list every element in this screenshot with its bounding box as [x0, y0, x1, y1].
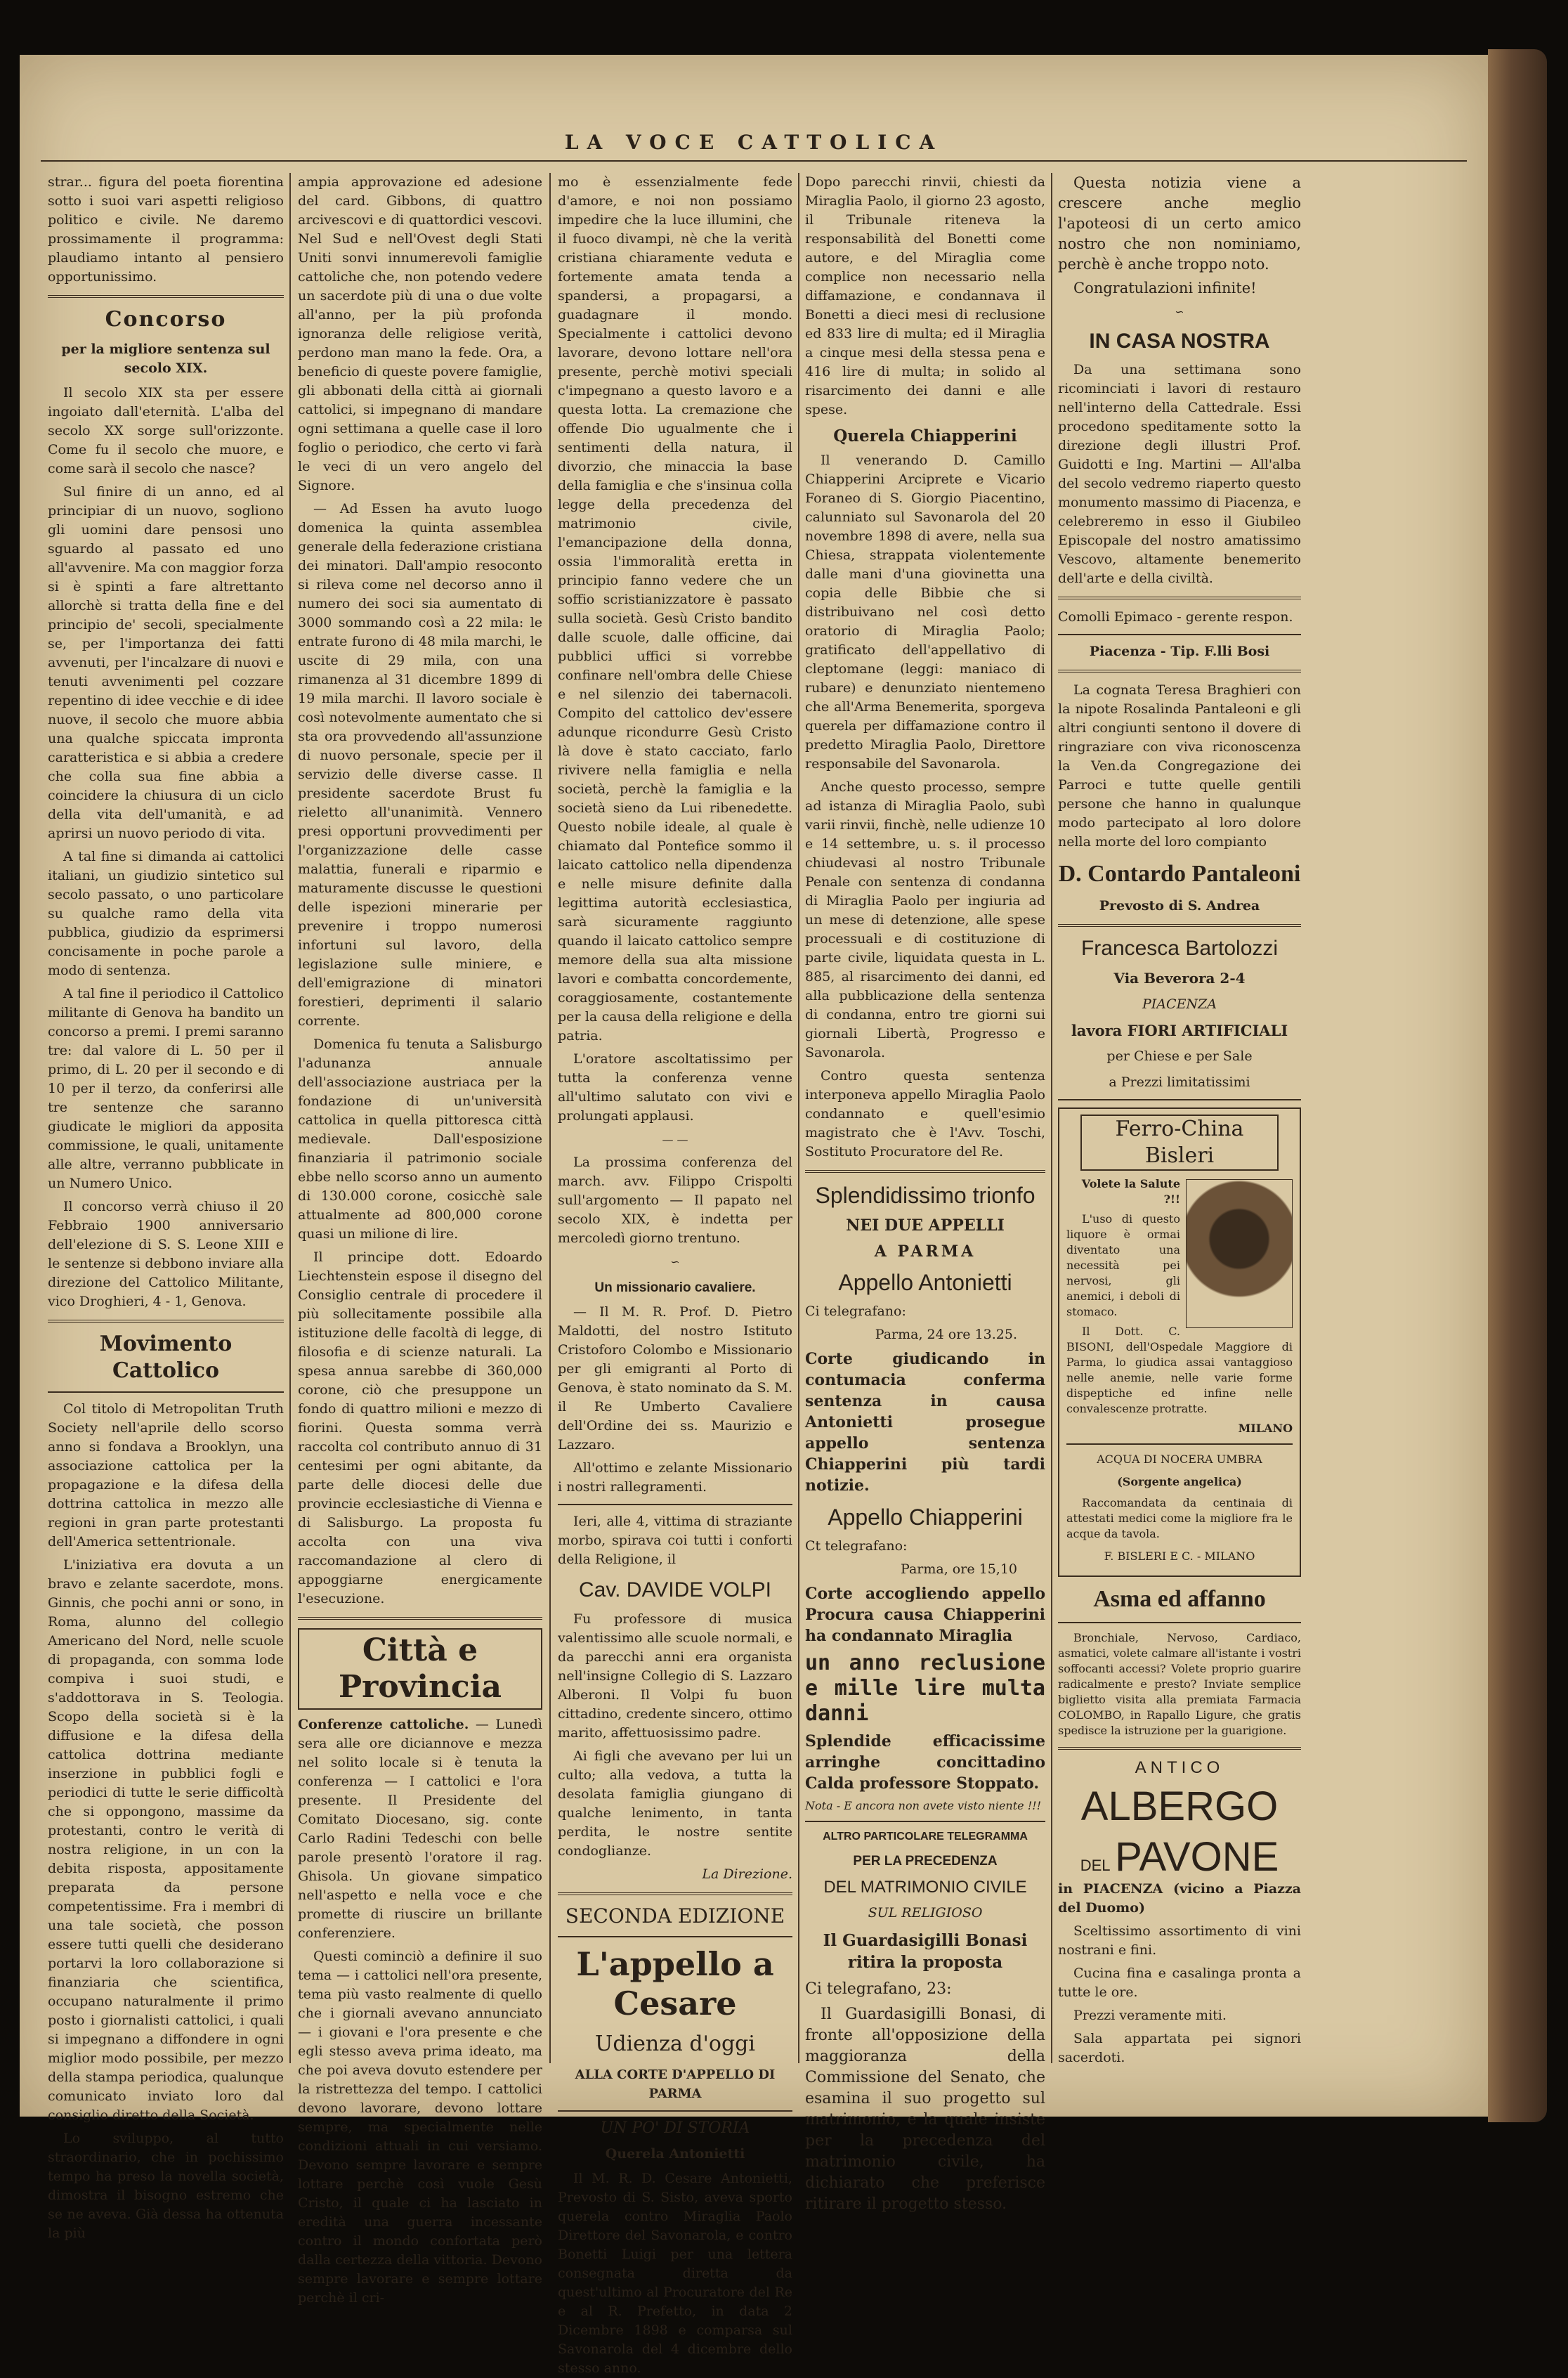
intro-paragraph: strar... figura del poeta fiorentina sotto i suoi vari aspetti religioso politico e civile. Ne daremo prossimamente il programma: plaudiamo intanto al pensiero opportunissimo.	[48, 174, 284, 285]
ornament: — —	[662, 1133, 688, 1146]
book-spine	[1488, 49, 1547, 2122]
religioso-heading: SUL RELIGIOSO	[868, 1905, 983, 1921]
albergo-pavone: PAVONE	[1115, 1834, 1279, 1880]
bartolozzi-ad	[1058, 935, 1301, 1092]
article-paragraph: mo è essenzialmente fede d'amore, e noi non possiamo impedire che la luce illumini, che il fuoco divampi, nè che la verità cristiana chiaramente veduta e fortemente amata tenda a spandersi, a propagarsi, a guadagnare il mondo. Specialmente i cattolici devono lavorare, devono lottare nell'ora presente, perchè motivi speciali c'impegnano a questo lavoro e a questa lotta. La cremazione che offende Dio ugualmente che i sentimenti della natura, il divorzio, che minaccia la base della famiglia e che s'insinua colla legge della precedenza del matrimonio civile, l'emancipazione della donna, ossia l'immoralità eretta in principio fanno vedere che un soffio scristianizzatore è passato sulla società. Gesù Cristo bandito dalle scuole, dalle officine, dai pubblici uffici si vorrebbe confinare nell'ombra delle Chiese e nel silenzio dei tabernacoli. Compito del cattolico dev'essere adunque ricondurre Gesù Cristo là dove è stato cacciato, farlo rivivere nella famiglia e nella società, perchè la famiglia e la società sieno da Lui ribenedette. Questo nobile ideale, al quale è chiamato dal Pontefice sommo il laicato cattolico nella dipendenza e nelle misure definite dalla legittima autorità ecclesiastica, sarà sicuramente raggiunto quando il laicato cattolico sempre memore della sua alta missione lavori e combatta concordemente, coraggiosamente, costantemente per la causa della religione e della patria.	[558, 174, 792, 1044]
section-rule	[48, 1391, 284, 1393]
masthead: LA VOCE CATTOLICA	[564, 131, 943, 154]
udienza-subtitle: Udienza d'oggi	[595, 2032, 755, 2056]
signature: La Direzione.	[702, 1866, 792, 1882]
telegram-text: Corte accogliendo appello Procura causa Chiapperini ha condannato Miraglia	[805, 1585, 1045, 1645]
concorso-paragraph: A tal fine si dimanda ai cattolici italiani, un giudizio sintetico sul secolo passato, o uno particolare su qualche ramo della vita pubblica, giudizio da esprimersi concisamente in poche parole a modo di sentenza.	[48, 849, 284, 978]
albergo-text: Cucina fina e casalinga pronta a tutte le ore.	[1058, 1966, 1301, 2000]
article-paragraph: — Ad Essen ha avuto luogo domenica la quinta assemblea generale della federazione cristiana dei minatori. Dall'ampio resoconto si rileva come nel decorso anno il numero dei soci sia aumentato di 3000 sommando così a 22 mila: le entrate furono di 48 mila marchi, le uscite di 29 mila, con una rimanenza al 31 dicembre 1899 di 19 mila marchi. Il lavoro sociale è così notevolmente aumentato che si sta ora provvedendo all'assunzione di nuovo personale, specie per il servizio delle diverse casse. Il presidente sacerdote Brust fu rieletto all'unanimità. Vennero presi opportuni provvedimenti per l'organizzazione delle casse malattia, funerali e riparmio e maturamente discusse le questioni delle ispezioni minerarie per prevenire i troppo numerosi infortuni sul lavoro, della legislazione sulle miniere, e dell'emigrazione di minatori forestieri, deprimenti il salario corrente.	[298, 501, 542, 1029]
section-rule	[558, 1936, 792, 1937]
precedenza-heading: PER LA PRECEDENZA	[853, 1854, 998, 1869]
article-paragraph: Da una settimana sono ricominciati i lavori di restauro nell'interno della Cattedrale. Essi procedono speditamente sotto la direzione degli illustri Prof. Guidotti e Ing. Martini — All'alba del secolo vedremo riaperto questo monumento massimo di Piacenza, e celebreremo in esso il Giubileo Episcopale del nostro amatissimo Vescovo, altamente benemerito dell'arte e della civiltà.	[1058, 362, 1301, 586]
section-rule	[1058, 924, 1301, 927]
section-rule	[1058, 1099, 1301, 1100]
appello-chiapperini-heading: Appello Chiapperini	[828, 1505, 1023, 1530]
section-rule	[48, 1320, 284, 1323]
concorso-paragraph: A tal fine il periodico il Cattolico militante di Genova ha bandito un concorso a premi. I premi saranno tre: dal valore di L. 50 per il primo, di L. 20 per il secondo e di 10 per il terzo, da conferirsi alle tre sentenze che saranno giudicate le migliori da apposita commissione, le quali, unitamente alle altre, verranno pubblicate in un Numero Unico.	[48, 986, 284, 1191]
obituary-paragraph: Fu professore di musica valentissimo alle scuole normali, e da parecchi anni era organista nell'insigne Collegio di S. Lazzaro Alberoni. Il Volpi fu buon cittadino, credente sincero, ottimo marito, affettuosissimo padre.	[558, 1611, 792, 1741]
article-paragraph: Il principe dott. Edoardo Liechtenstein espose il disegno del Consiglio centrale di procedere il più sollecitamente possibile alla istituzione delle facoltà di legge, di filosofia e di scienze naturali. La spesa annua sarebbe di 360,000 corone, ciò che presuppone un fondo di quattro milioni e mezzo di fiorini. Questa somma verrà raccolta col contributo annuo di 31 centesimi per ogni abitante, da parte delle diocesi delle due provincie ecclesiastiche di Vienna e di Salisburgo. La proposta fu accolta con una viva raccomandazione al clero di appoggiarne energicamente l'esecuzione.	[298, 1249, 542, 1606]
masthead-rule	[41, 160, 1467, 162]
telegram-dateline: Parma, 24 ore 13.25.	[875, 1327, 1017, 1342]
ferro-china-title: Ferro-China Bisleri	[1080, 1115, 1279, 1171]
bartolozzi-address: Via Beverora 2-4	[1113, 970, 1246, 987]
movimento-paragraph: Col titolo di Metropolitan Truth Society nell'aprile dello scorso anno si fondava a Brooklyn, una associazione cattolica per la propagazione e la difesa della dottrina cattolica in mezzo alle regioni in gran parte protestanti dell'America settentrionale.	[48, 1401, 284, 1549]
albergo-antico: ANTICO	[1135, 1758, 1224, 1777]
casa-nostra-title: IN CASA NOSTRA	[1089, 330, 1270, 353]
albergo-title: ALBERGO	[1080, 1784, 1279, 1829]
concorso-paragraph: Sul finire di un anno, ed al principiar di un nuovo, sogliono gli uomini dare pensosi uno sguardo al passato ed uno all'avvenire. Ma con maggior forza si è spinti a fare altrettanto allorchè si tratta della fine e del principio de' secoli, specialmente se, per l'importanza dei fatti avvenuti, per l'incalzare di nuovi e tenuti avvenimenti pel cozzare repentino di idee vecchie e di idee nuove, il secolo che muore abbia una qualche spiccata impronta caratteristica e si abbia a credere che colla sua fine abbia a coincidere la chiusura di un ciclo della vita dell'umanità, e ad aprirsi un nuovo periodo di vita.	[48, 484, 284, 841]
section-rule	[558, 2110, 792, 2112]
albergo-text: Prezzi veramente miti.	[1073, 2008, 1227, 2023]
telegram-intro: Ct telegrafano:	[805, 1538, 908, 1554]
movimento-title: Movimento Cattolico	[99, 1332, 233, 1383]
nocera-text: Raccomandata da centinaia di attestati medici come la migliore fra le acque da tavola.	[1066, 1496, 1293, 1540]
congratulazioni: Congratulazioni infinite!	[1073, 280, 1257, 297]
gerente: Comolli Epimaco - gerente respon.	[1058, 609, 1293, 625]
column-5	[1058, 173, 1301, 2077]
ferro-china-text: L'uso di questo liquore è ormai diventato una necessità pei nervosi, gli anemici, i deboli di stomaco.	[1066, 1212, 1180, 1318]
matrimonio-heading: DEL MATRIMONIO CIVILE	[823, 1878, 1027, 1897]
telegram-dateline: Parma, ore 15,10	[901, 1561, 1017, 1577]
volpi-name: Cav. DAVIDE VOLPI	[579, 1578, 771, 1601]
section-rule	[1066, 1443, 1293, 1445]
querela-antonietti-heading: Querela Antonietti	[605, 2146, 745, 2162]
albergo-text: Sceltissimo assortimento di vini nostrani e fini.	[1058, 1923, 1301, 1958]
missionario-title: Un missionario cavaliere.	[594, 1280, 756, 1295]
albergo-del: DEL	[1080, 1857, 1111, 1874]
section-rule	[1058, 634, 1301, 635]
movimento-paragraph: L'iniziativa era dovuta a un bravo e zelante sacerdote, mons. Ginnis, che pochi anni or sono, in Roma, alunno del collegio Americano del Nord, nelle scuole di propaganda, con somma lode compiva i suoi studi, e s'addottorava in S. Teologia. Scopo della società si è la diffusione e la difesa della cattolica dottrina mediante inserzione in pubblici fogli e periodici di tutte le serie difficoltà che si oppongono, massime da protestanti, contro le verità di nostra religione, in un con la debita risposta, appositamente preparata da persone competentissime. Fra i membri di una tale società, che posson essere tutti quelli che desiderano portarvi la loro collaborazione si finanziaria che scientifica, occupano naturalmente il primo posto i giornalisti cattolici, i quali si impegnano a diffondere in ogni miglior modo possibile, per mezzo della stampa periodica, qualunque comunicato inviato loro dal consiglio diretto della Società.	[48, 1557, 284, 2123]
column-divider	[1051, 173, 1052, 2063]
albergo-ad	[1058, 1758, 1301, 2067]
article-paragraph: — Il M. R. Prof. D. Pietro Maldotti, del nostro Istituto Cristoforo Colombo e Missionario per gli emigranti al Porto di Genova, è stato nominato da S. M. il Re Umberto Cavaliere dell'Ordine dei ss. Maurizio e Lazzaro.	[558, 1304, 792, 1453]
bisleri-signature: F. BISLERI E C. - MILANO	[1104, 1549, 1255, 1563]
asma-title: Asma ed affanno	[1093, 1586, 1266, 1612]
pantaleoni-name: D. Contardo Pantaleoni	[1058, 861, 1301, 887]
ornament: ∽	[1175, 305, 1184, 318]
article-paragraph: — Lunedì sera alle ore diciannove e mezza nel solito locale si è tenuta la conferenza — I cattolici e l'ora presente. Il Presidente del Comitato Diocesano, sig. conte Carlo Radini Tedeschi con belle parole presentò l'oratore il rag. Ghisola. Un giovane simpatico nell'aspetto e nella voce e che promette di riuscire un brillante conferenziere.	[298, 1717, 542, 1941]
tipografia: Piacenza - Tip. F.lli Bosi	[1089, 644, 1270, 659]
ringraziamento: La cognata Teresa Braghieri con la nipote Rosalinda Pantaleoni e gli altri congiunti sentono il dovere di ringraziare con viva riconoscenza la Ven.da Congregazione dei Parroci e tutte quelle gentili persone che hanno in qualunque modo partecipato al loro dolore nella morte del loro compianto	[1058, 682, 1301, 850]
appello-antonietti-heading: Appello Antonietti	[838, 1270, 1012, 1295]
article-paragraph: Questa notizia viene a crescere anche meglio l'apoteosi di un certo amico nostro che non nominiamo, perchè è anche troppo noto.	[1058, 174, 1301, 273]
guardasigilli-heading: Il Guardasigilli Bonasi ritira la proposta	[823, 1931, 1028, 1972]
appello-title: L'appello a Cesare	[576, 1945, 774, 2022]
querela-chiapperini-heading: Querela Chiapperini	[833, 427, 1017, 446]
telegram-highlight: un anno reclusione e mille lire multa danni	[805, 1651, 1045, 1726]
column-divider	[289, 173, 291, 2063]
trionfo-headline: Splendidissimo trionfo	[815, 1183, 1035, 1208]
obituary-paragraph: Ai figli che avevano per lui un culto; alla vedova, a tutta la desolata famiglia giungano di qualche lenimento, in tanta perdita, le nostre sentite condoglianze.	[558, 1748, 792, 1859]
concorso-paragraph: Il secolo XIX sta per essere ingoiato dall'eternità. L'alba del secolo XX sorge sull'orizzonte. Come fu il secolo che muore, e come sarà il secolo che nasce?	[48, 385, 284, 476]
section-rule	[298, 1617, 542, 1620]
seconda-edizione: SECONDA EDIZIONE	[565, 1904, 785, 1928]
section-rule	[48, 295, 284, 298]
ferro-china-logo-city: MILANO	[1238, 1422, 1293, 1435]
altro-telegramma: ALTRO PARTICOLARE TELEGRAMMA	[823, 1831, 1028, 1843]
article-paragraph: Dopo parecchi rinvii, chiesti da Miraglia Paolo, il giorno 23 agosto, il Tribunale riteneva la responsabilità del Bonetti come autore, e del Miraglia come complice non necessario nella diffamazione, e condannava il Bonetti a dieci mesi di reclusione ed 833 lire di multa; ed il Miraglia a cinque mesi della stessa pena e 416 lire di multa; in solido al risarcimento dei danni e alle spese.	[805, 174, 1045, 417]
concorso-paragraph: Il concorso verrà chiuso il 20 Febbraio 1900 anniversario dell'elezione di S. S. Leone XIII e le sentenze si debbono inviare alla direzione del Cattolico Militante, vico Droghieri, 4 - 1, Genova.	[48, 1199, 284, 1309]
telegram-text: Splendide efficacissime arringhe concittadino Calda professore Stoppato.	[805, 1732, 1045, 1793]
ornament: ∽	[670, 1255, 680, 1268]
nota: Nota - E ancora non avete visto niente !!!	[805, 1799, 1041, 1812]
bartolozzi-prezzi: a Prezzi limitatissimi	[1109, 1074, 1250, 1090]
column-1	[48, 173, 284, 2241]
article-paragraph: Il M. R. D. Cesare Antonietti, Prevosto di S. Sisto, aveva sporto querela contro Miraglia Paolo Direttore del Savonarola, e contro Bonetti Luigi per una lettera consegnata diretta da quest'ultimo al Procuratore del Re e al R. Prefetto, in data 2 Dicembre 1898 e comparsa sul Savonarola del 4 dicembre dello stesso anno.	[558, 2171, 792, 2376]
section-rule	[805, 1821, 1045, 1822]
obituary-paragraph: Ieri, alle 4, vittima di straziante morbo, spirava coi tutti i conforti della Religione, il	[558, 1514, 792, 1567]
asma-text: Bronchiale, Nervoso, Cardiaco, asmatici, volete calmare all'istante i vostri soffocanti accessi? Volete proprio guarire radicalmente e presto? Inviate semplice biglietto visita alla premiata Farmacia COLOMBO, in Rapallo Ligure, che gratis spedisce la istruzione per la guarigione.	[1058, 1631, 1301, 1737]
bartolozzi-name: Francesca Bartolozzi	[1080, 937, 1279, 960]
concorso-title: Concorso	[105, 307, 227, 332]
due-appelli: NEI DUE APPELLI	[846, 1216, 1005, 1235]
article-paragraph: Il venerando D. Camillo Chiapperini Arciprete e Vicario Foraneo di S. Giorgio Piacentino, calunniato sul Savonarola del 20 novembre 1898 di avere, nella sua Chiesa, strappata violentemente dalle mani d'una giovinetta una copia delle Bibbie che si distribuivano nel così detto oratorio di Miraglia Paolo; gratificato dell'appellativo di cleptomane (leggi: maniaco di rubare) e denunziato nientemeno che all'Arma Benemerita, sporgeva querela per diffamazione contro il predetto Miraglia Paolo, Direttore responsabile del Savonarola.	[805, 453, 1045, 772]
section-rule	[558, 1504, 792, 1505]
storia-heading: UN PO' DI STORIA	[600, 2119, 750, 2137]
bartolozzi-chiese: per Chiese e per Sale	[1106, 1048, 1253, 1064]
column-3	[558, 173, 792, 2376]
column-divider	[549, 173, 551, 2063]
article-paragraph: Anche questo processo, sempre ad istanza di Miraglia Paolo, subì varii rinvii, finchè, nelle udienze 10 e 14 settembre, u. s. il processo chiudevasi al nostro Tribunale Penale con sentenza di condanna di Miraglia Paolo per ingiuria ad un mese di detenzione, alle spese processuali e di costituzione di parte civile, liquidata questa in L. 885, al risarcimento dei danni, ed alla pubblicazione della sentenza di condanna, entro tre giorni sui giornali Libertà, Progresso e Savonarola.	[805, 779, 1045, 1060]
movimento-paragraph: Lo sviluppo, al tutto straordinario, che in pochissimo tempo ha preso la novella società, dimostra il bisogno estremo che se ne aveva. Già dessa ha ottenuta la più	[48, 2131, 284, 2241]
a-parma: A PARMA	[874, 1242, 976, 1261]
article-paragraph: La prossima conferenza del march. avv. Filippo Crispolti sull'argomento — Il papato nel secolo XIX, è indetta per mercoledì giorno trentuno.	[558, 1155, 792, 1246]
article-paragraph: All'ottimo e zelante Missionario i nostri rallegramenti.	[558, 1460, 792, 1495]
article-paragraph: Il Guardasigilli Bonasi, di fronte all'opposizione della maggioranza della Commissione del Senato, che esamina il suo progetto sul matrimonio, e la quale insiste per la precedenza del matrimonio civile, ha dichiarato che preferisce ritirare il progetto stesso.	[805, 2006, 1045, 2213]
section-rule	[1058, 1747, 1301, 1750]
column-4	[805, 173, 1045, 2213]
nocera-sorgente: (Sorgente angelica)	[1117, 1475, 1242, 1488]
albergo-text: Sala appartata pei signori sacerdoti.	[1058, 2031, 1301, 2065]
section-rule	[1058, 1622, 1301, 1623]
citta-provincia-title: Città e Provincia	[298, 1628, 542, 1710]
bartolozzi-lavora: lavora FIORI ARTIFICIALI	[1071, 1022, 1288, 1039]
column-2	[298, 173, 542, 2306]
telegram-intro: Ci telegrafano, 23:	[805, 1980, 952, 1998]
lion-emblem-illustration	[1186, 1179, 1293, 1328]
nocera-title: ACQUA DI NOCERA UMBRA	[1097, 1453, 1262, 1466]
ferro-china-ad	[1058, 1107, 1301, 1577]
prevosto: Prevosto di S. Andrea	[1099, 898, 1260, 914]
corte-subtitle: ALLA CORTE D'APPELLO DI PARMA	[575, 2067, 776, 2101]
telegram-intro: Ci telegrafano:	[805, 1304, 906, 1319]
concorso-subtitle: per la migliore sentenza sul secolo XIX.	[61, 342, 270, 376]
albergo-location: in PIACENZA (vicino a Piazza del Duomo)	[1058, 1881, 1301, 1916]
column-divider	[798, 173, 799, 2063]
article-paragraph: Questi cominciò a definire il suo tema — i cattolici nell'ora presente, tema più vasto realmente di quello che i giornali avevano annunciato — i giovani e l'ora presente e che egli stesso aveva prima ideato, ma che poi aveva dovuto estendere per la ristrettezza del tempo. I cattolici devono lavorare, devono lottare sempre, ma specialmente nelle condizioni attuali in cui versiamo. Devono sempre lavorare e sempre lottare perchè così vuole Gesù Cristo, il quale ci ha lasciato in eredità una guerra incessante contro il mondo confortata però dalla certezza della vittoria. Devono sempre lavorare e sempre lottare perchè il cri-	[298, 1949, 542, 2306]
section-rule	[1058, 597, 1301, 599]
section-rule	[1058, 670, 1301, 673]
telegram-text: Corte giudicando in contumacia conferma sentenza in causa Antonietti prosegue appello sentenza Chiapperini più tardi notizie.	[805, 1350, 1045, 1495]
article-paragraph: Domenica fu tenuta a Salisburgo l'adunanza annuale dell'associazione austriaca per la fondazione di un'università cattolica in quella pittoresca città medievale. Dall'esposizione finanziaria il patrimonio sociale ebbe nello scorso anno un aumento di 130.000 corone, cosicchè sale attualmente ad 800,000 corone quasi un milione di lire.	[298, 1037, 542, 1242]
bartolozzi-city: PIACENZA	[1142, 996, 1217, 1012]
section-rule	[805, 1170, 1045, 1173]
article-paragraph: Contro questa sentenza interponeva appello Miraglia Paolo condannato e quell'esimio magistrato che è l'Avv. Toschi, Sostituto Procuratore del Re.	[805, 1068, 1045, 1159]
ferro-china-text: Il Dott. C. BISONI, dell'Ospedale Maggiore di Parma, lo giudica assai vantaggioso nelle anemie, nelle varie forme dispeptiche ed infine nelle convalescenze protratte.	[1066, 1325, 1293, 1415]
conferenze-lead: Conferenze cattoliche.	[298, 1717, 469, 1732]
article-paragraph: ampia approvazione ed adesione del card. Gibbons, di quattro arcivescovi e di quattordici vescovi. Nel Sud e nell'Ovest degli Stati Uniti sonvi innumerevoli famiglie cattoliche che, non potendo vedere un sacerdote più di una o due volte all'anno, per la più profonda ignoranza delle religiose verità, perdono man mano la fede. Ora, a beneficio di queste povere famiglie, gli abbonati della città ai giornali cattolici, si impegnano di mandare ogni settimana a quelle case il loro foglio o periodico, che certo vi farà le veci di un vero angelo del Signore.	[298, 174, 542, 493]
section-rule	[558, 1892, 792, 1895]
ferro-china-slogan: Volete la Salute ?!!	[1081, 1177, 1180, 1206]
article-paragraph: L'oratore ascoltatissimo per tutta la conferenza venne all'ultimo salutato con vivi e prolungati applausi.	[558, 1051, 792, 1124]
